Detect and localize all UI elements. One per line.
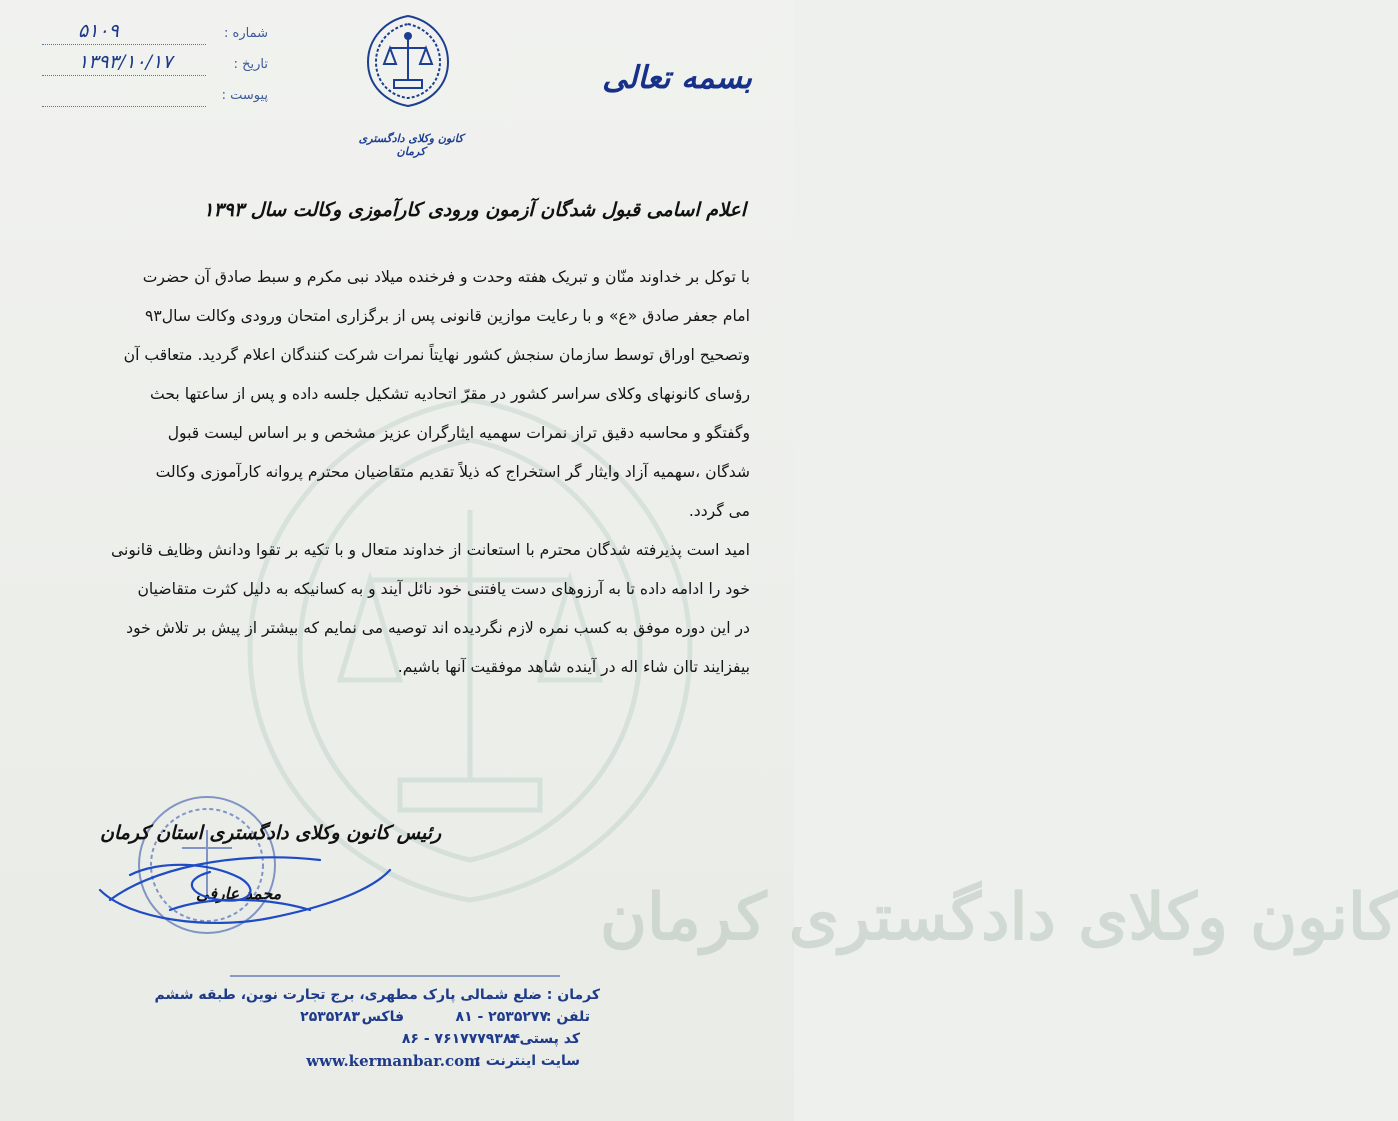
seal-caption: کانون وکلای دادگستری کرمان — [358, 132, 464, 158]
fax-number: ۲۵۳۵۲۸۳ — [300, 1009, 360, 1025]
body-line: امید است پذیرفته شدگان محترم با استعانت از خداوند متعال و با تکیه بر تقوا ودانش وظایف قانونی — [110, 541, 750, 559]
phone-label: تلفن : — [545, 1009, 590, 1025]
website-label: سایت اینترنت : — [475, 1053, 580, 1069]
meta-dotted-line — [42, 75, 206, 76]
body-line: وتصحیح اوراق توسط سازمان سنجش کشور نهایتاً نمرات شرکت کنندگان اعلام گردید. متعاقب آن — [123, 346, 750, 364]
letter-body — [34, 258, 750, 687]
meta-label: پیوست : — [221, 88, 268, 103]
meta-row-attachment — [38, 84, 268, 115]
letter-footer — [154, 987, 600, 1075]
body-line: بیفزایند تاان شاء اله در آینده شاهد موفقیت آنها باشیم. — [397, 658, 750, 676]
meta-dotted-line — [42, 44, 206, 45]
meta-label: شماره : — [224, 26, 268, 41]
footer-phone-line — [190, 1009, 600, 1031]
signatory-name: محمد عارفی — [196, 884, 282, 903]
body-line: وگفتگو و محاسبه دقیق تراز نمرات سهمیه ایثارگران عزیز مشخص و بر اساس لیست قبول — [167, 424, 750, 442]
footer-address: کرمان : ضلع شمالی پارک مطهری، برج تجارت نوین، طبقه ششم — [154, 987, 600, 1003]
meta-label: تاریخ : — [233, 57, 268, 72]
footer-site-line — [190, 1053, 600, 1075]
meta-row-number — [38, 22, 268, 53]
body-line: رؤسای کانونهای وکلای سراسر کشور در مقرّ اتحادیه تشکیل جلسه داده و پس از ساعتها بحث — [150, 385, 750, 403]
footer-address-line — [154, 987, 600, 1009]
body-line: امام جعفر صادق «ع» و با رعایت موازین قانونی پس از برگزاری امتحان ورودی وکالت سال۹۳ — [144, 307, 750, 325]
watermark-text: کانون وکلای دادگستری کرمان — [600, 880, 1398, 955]
footer-divider — [230, 975, 560, 977]
bar-association-seal-icon — [358, 10, 458, 110]
body-line: خود را ادامه داده تا به آرزوهای دست یافتنی خود نائل آیند و به کسانیکه به دلیل کثرت متقاضیان — [137, 580, 750, 598]
fax-label: فاکس : — [351, 1009, 404, 1025]
body-line: با توکل بر خداوند منّان و تبریک هفته وحدت و فرخنده میلاد نبی مکرم و سبط صادق آن حضرت — [142, 268, 750, 286]
postal-label: کد پستی : — [509, 1031, 580, 1047]
body-line: شدگان ،سهمیه آزاد وایثار گر استخراج که ذیلاً تقدیم متقاضیان محترم پروانه کارآموزی وکالت — [155, 463, 750, 481]
website-link[interactable]: www.kermanbar.com — [306, 1052, 480, 1070]
letter-number-value: ۵۱۰۹ — [78, 20, 119, 42]
handwritten-signature-icon — [70, 800, 400, 940]
body-line: در این دوره موفق به کسب نمره لازم نگردیده اند توصیه می نمایم که بیشتر از پیش بر تلاش خود — [126, 619, 750, 637]
phone-number: ۸۱ - ۲۵۳۵۲۷۷ — [455, 1009, 548, 1025]
letter-heading: اعلام اسامی قبول شدگان آزمون ورودی کارآموزی وکالت سال ۱۳۹۳ — [203, 199, 746, 221]
meta-row-date — [38, 53, 268, 84]
letter-meta — [38, 22, 268, 115]
postal-code: ۸۶ - ۷۶۱۷۷۷۹۳۸۴ — [401, 1031, 520, 1047]
footer-postal-line — [190, 1031, 600, 1053]
body-line: می گردد. — [688, 502, 750, 520]
letter-date-value: ۱۳۹۳/۱۰/۱۷ — [78, 51, 173, 73]
meta-dotted-line — [42, 106, 206, 107]
invocation-title: بسمه تعالی — [602, 60, 752, 96]
signatory-title: رئیس کانون وکلای دادگستری استان کرمان — [100, 822, 442, 844]
